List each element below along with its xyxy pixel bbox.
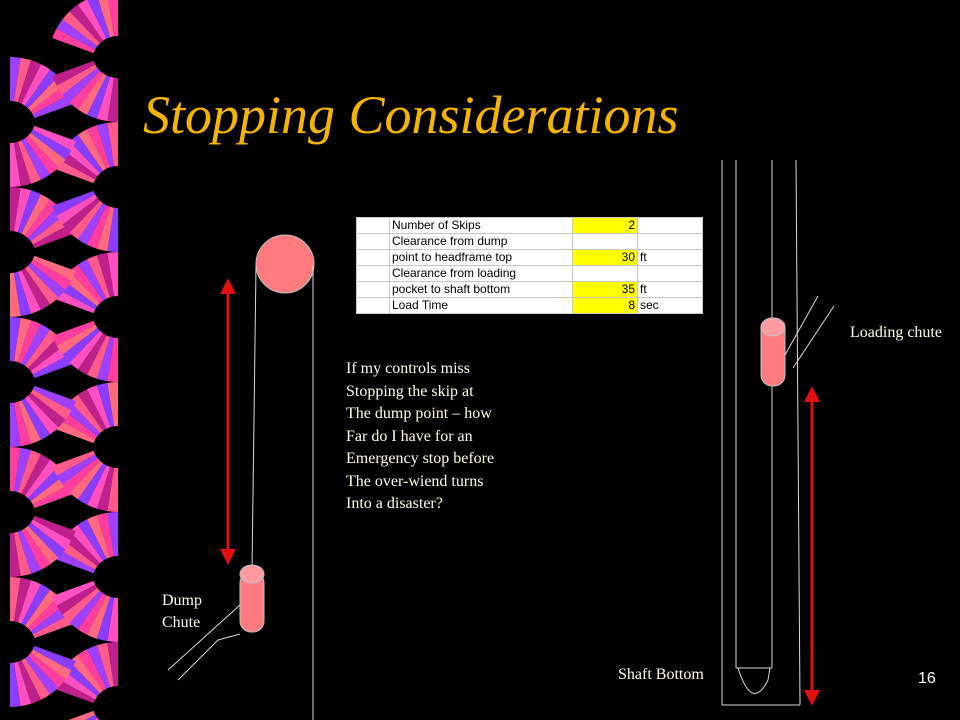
question-line: Emergency stop before bbox=[346, 450, 495, 467]
question-line: The over-wiend turns bbox=[346, 472, 484, 490]
dump-chute-line bbox=[178, 640, 218, 680]
row-label: Load Time bbox=[390, 298, 573, 314]
row-value: 2 bbox=[573, 218, 638, 234]
dump-chute-label-line1: Dump bbox=[162, 592, 202, 609]
hoist-rope-left bbox=[252, 266, 256, 570]
loading-chute-label: Loading chute bbox=[850, 324, 942, 341]
question-text bbox=[346, 358, 494, 516]
question-line: Far do I have for an bbox=[346, 427, 473, 445]
dump-clearance-arrow bbox=[220, 278, 236, 565]
question-line: If my controls miss bbox=[346, 360, 470, 377]
question-line: Into a disaster? bbox=[346, 495, 443, 512]
loading-chute-line bbox=[793, 306, 834, 368]
row-unit: ft bbox=[638, 282, 703, 298]
row-value: 30 bbox=[573, 250, 638, 266]
row-label: pocket to shaft bottom bbox=[390, 282, 573, 298]
dump-chute-label bbox=[162, 590, 202, 634]
row-value: 35 bbox=[573, 282, 638, 298]
slide-title: Stopping Considerations bbox=[143, 85, 679, 145]
loading-skip bbox=[761, 318, 785, 386]
row-label: Clearance from dump bbox=[390, 234, 573, 250]
question-line: Stopping the skip at bbox=[346, 382, 474, 400]
question-line: The dump point – how bbox=[346, 405, 492, 422]
row-value: 8 bbox=[573, 298, 638, 314]
shaft-wall-right bbox=[796, 160, 800, 705]
headframe-sheave bbox=[256, 235, 314, 293]
shaft-sump bbox=[738, 668, 770, 693]
shaft-bottom-label: Shaft Bottom bbox=[618, 666, 704, 683]
row-label: Clearance from loading bbox=[390, 266, 573, 282]
loading-chute-line bbox=[785, 296, 818, 355]
dump-chute-line bbox=[218, 634, 240, 640]
row-label: point to headframe top bbox=[390, 250, 573, 266]
row-unit: sec bbox=[638, 298, 703, 314]
dump-skip bbox=[240, 565, 264, 632]
loading-clearance-arrow bbox=[804, 386, 820, 706]
row-unit: ft bbox=[638, 250, 703, 266]
row-label: Number of Skips bbox=[390, 218, 573, 234]
page-number: 16 bbox=[918, 670, 936, 687]
dump-chute-label-line2: Chute bbox=[162, 614, 201, 631]
